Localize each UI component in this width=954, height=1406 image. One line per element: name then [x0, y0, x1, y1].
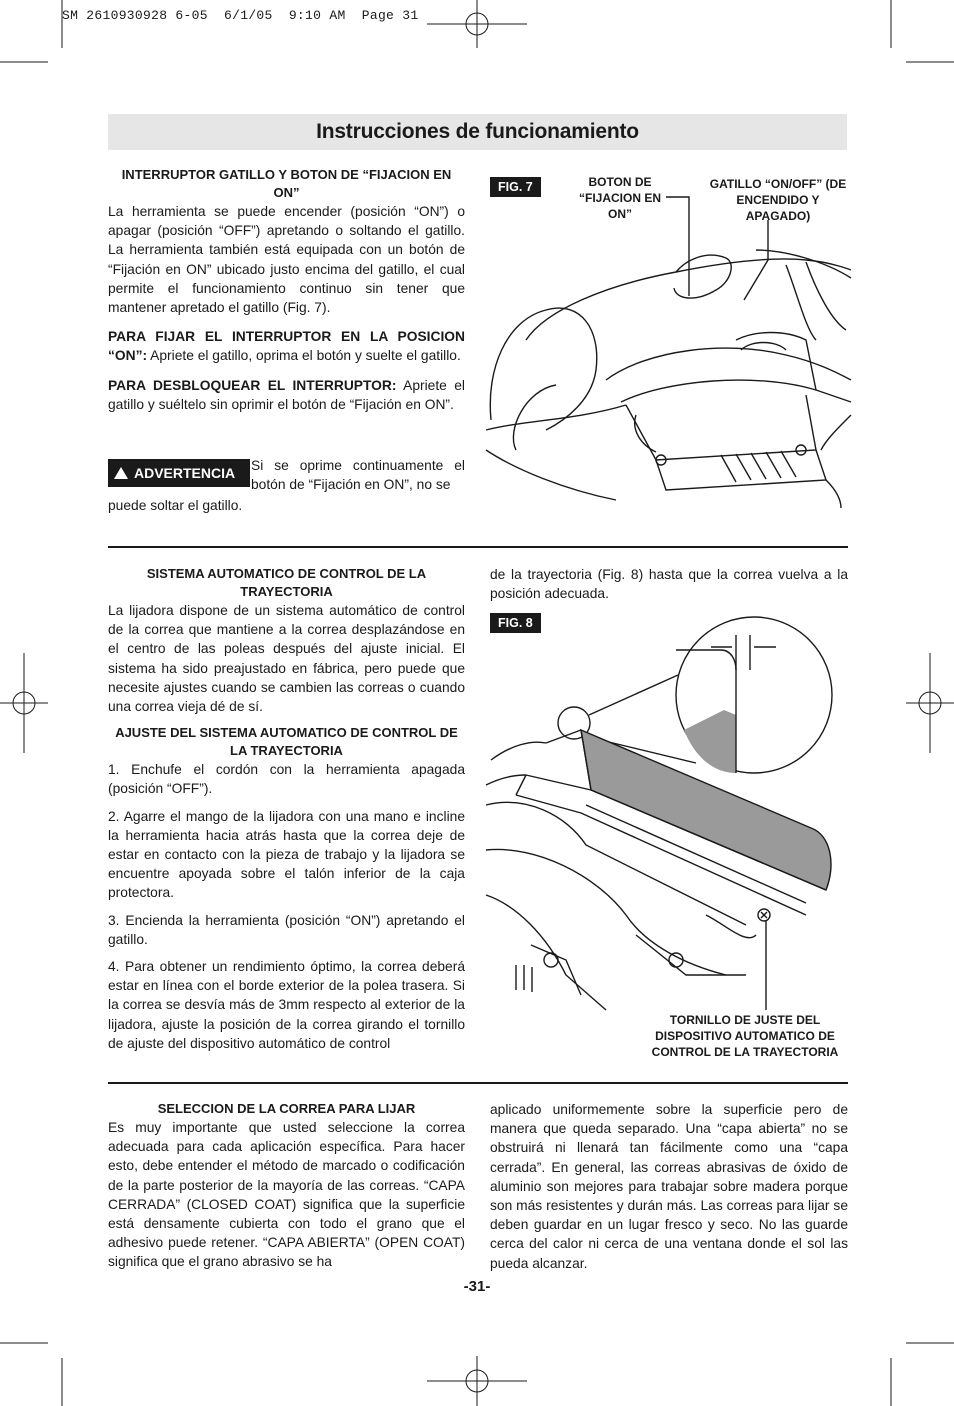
fig7-illustration — [486, 190, 851, 510]
belt-selection-heading: SELECCION DE LA CORREA PARA LIJAR — [157, 1101, 416, 1116]
tracking-step1: 1. Enchufe el cordón con la herramienta apagada (posición “OFF”). — [108, 762, 465, 797]
divider-2 — [108, 1082, 848, 1084]
warning-side-text: Si se oprime continuamente el botón de “Fijación en ON”, no se — [251, 458, 465, 493]
section-switch-p2 — [108, 327, 465, 365]
warning-tail-text: puede soltar el gatillo. — [108, 498, 243, 513]
fig8-illustration — [486, 615, 851, 1015]
lock-on-text: Apriete el gatillo, oprima el botón y suelte el gatillo. — [150, 348, 461, 364]
tracking-step3: 3. Encienda la herramienta (posición “ON”) apretando el gatillo. — [108, 912, 465, 947]
warning-triangle-icon: ! — [114, 467, 128, 479]
section-switch-heading: INTERRUPTOR GATILLO Y BOTON DE “FIJACION EN ON” — [121, 167, 452, 200]
lock-on-lead: PARA FIJAR EL INTERRUPTOR EN LA POSICION “ON”: — [108, 329, 465, 364]
page-title: Instrucciones de funcionamiento — [316, 120, 639, 143]
fig7-callout-button: BOTON DE “FIJACION EN ON” — [578, 175, 661, 221]
section-switch-p3 — [108, 376, 465, 414]
tracking-continued: de la trayectoria (Fig. 8) hasta que la correa vuelva a la posición adecuada. — [490, 567, 848, 602]
section-tracking — [108, 565, 465, 1061]
warning-label: ADVERTENCIA — [134, 465, 236, 481]
print-header: SM 2610930928 6-05 6/1/05 9:10 AM Page 31 — [62, 8, 419, 23]
unlock-text: Apriete el gatillo y suéltelo sin oprimir el botón de “Fijación en ON”. — [108, 377, 465, 412]
divider-1 — [108, 546, 848, 548]
fig7-callout-trigger: GATILLO “ON/OFF” (DE ENCENDIDO Y APAGADO) — [709, 177, 847, 223]
fig7-tag: FIG. 7 — [490, 177, 541, 197]
tracking-p1: La lijadora dispone de un sistema automático de control de la correa que mantiene a la correa desplazándose en el centro de las poleas después del ajuste inicial. El sistema ha sido preajustado en fábrica, pero puede que necesite ajustes cuando se cambien las correas o cuando una correa vieja dé de sí. — [108, 603, 465, 715]
section-switch — [108, 166, 465, 422]
belt-selection-p1-left: Es muy importante que usted seleccione la correa adecuada para cada aplicación específica. Para hacer esto, debe entender el método de marcado o codificación de la parte posterior de la mayoría de las correas. “CAPA CERRADA” (CLOSED COAT) significa que la superficie está densamente cubierta con todo el grano que el adhesivo puede retener. “CAPA ABIERTA” (OPEN COAT) significa que el grano abrasivo se ha — [108, 1120, 465, 1270]
page-number: -31- — [463, 1278, 491, 1295]
section-belt-selection — [108, 1100, 465, 1280]
belt-selection-p1-right: aplicado uniformemente sobre la superficie pero de manera que queda separado. Una “capa abierta” no se obstruirá ni llenará tan fácilmente como una “capa cerrada”. En general, las correas abrasivas de óxido de aluminio son mejores para trabajar sobre madera porque son más resistentes y durán más. Las correas para lijar se deben guardar en un lugar fresco y seco. No las guarde cerca del calor ni cerca de una ventana donde el sol las pueda alcanzar. — [490, 1102, 848, 1271]
tracking-step4: 4. Para obtener un rendimiento óptimo, la correa deberá estar en línea con el borde exterior de la polea trasera. Si la correa se desvía más de 3mm respecto al exterior de la lijadora, ajuste la posición de la correa girando el tornillo de ajuste del dispositivo automático de control — [108, 959, 465, 1051]
unlock-lead: PARA DESBLOQUEAR EL INTERRUPTOR: — [108, 377, 397, 393]
warning-badge — [108, 459, 250, 487]
tracking-step2: 2. Agarre el mango de la lijadora con una mano e incline la herramienta hacia atrás hasta que la correa deje de estar en contacto con la pieza de trabajo y la lijadora se encuentre apoyada sobre el talón inferior de la caja protectora. — [108, 808, 465, 901]
tracking-subheading: AJUSTE DEL SISTEMA AUTOMATICO DE CONTROL DE LA TRAYECTORIA — [115, 725, 458, 759]
fig8-callout-screw: TORNILLO DE JUSTE DEL DISPOSITIVO AUTOMATICO DE CONTROL DE LA TRAYECTORIA — [651, 1013, 839, 1059]
tracking-heading: SISTEMA AUTOMATICO DE CONTROL DE LA TRAYECTORIA — [146, 566, 427, 599]
section-switch-p1: La herramienta se puede encender (posición “ON”) o apagar (posición “OFF”) apretando o soltando el gatillo. La herramienta también está equipada con un botón de “Fijación en ON” ubicado justo encima del gatillo, el cual permite el funcionamiento continuo sin tener que mantener apretado el gatillo (Fig. 7). — [108, 204, 465, 316]
fig8-tag: FIG. 8 — [490, 613, 541, 633]
